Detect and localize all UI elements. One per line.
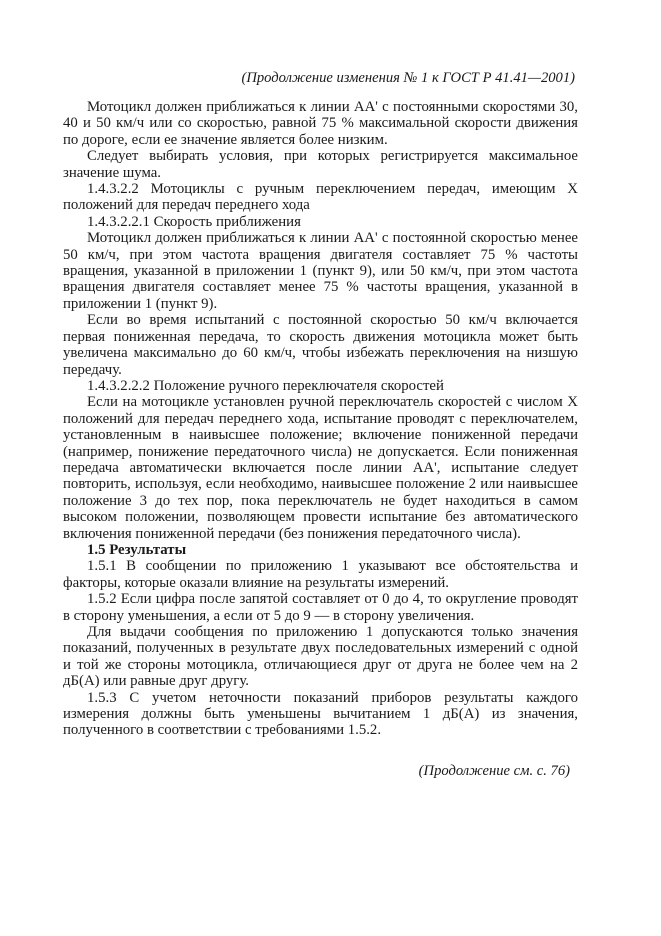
paragraph-downshift-exception: Если во время испытаний с постоянной скоростью 50 км/ч включается первая пониженная передача, то скорость движения мотоцикла может быть увеличена максимально до 60 км/ч, чтобы избежать переключения на низшую передачу. (63, 312, 578, 378)
footer-continuation-note: (Продолжение см. с. 76) (418, 763, 570, 779)
paragraph-gear-selector-position: Если на мотоцикле установлен ручной переключатель скоростей с числом X положений для передач переднего хода, испытание проводят с переключателем, установленным в наивысшее положение; включение пониженной передачи (например, понижение передаточного числа) не допускается. Если пониженная передача автоматически включается после линии АА', испытание следует повторить, используя, если необходимо, наивысшее положение 2 или наивысшее положение 3 до тех пор, пока переключатель не будет находиться в самом высоком положении, позволяющем провести испытание без автоматического включения пониженной передачи (без понижения передаточного числа). (63, 394, 578, 542)
paragraph-approach-speed-details: Мотоцикл должен приближаться к линии АА' с постоянной скоростью менее 50 км/ч, при этом частота вращения двигателя составляет 75 % частоты вращения, указанной в приложении 1 (пункт 9), или 50 км/ч, при этом частота вращения двигателя составляет менее 75 % частоты вращения, указанной в приложении 1 (пункт 9). (63, 230, 578, 312)
document-body (63, 99, 578, 739)
clause-1-4-3-2-2-2: 1.4.3.2.2.2 Положение ручного переключателя скоростей (87, 377, 444, 394)
paragraph-1-5-3: 1.5.3 С учетом неточности показаний приборов результаты каждого измерения должны быть уменьшены вычитанием 1 дБ(А) из значения, полученного в соответствии с требованиями 1.5.2. (63, 689, 578, 739)
paragraph-1-5-2-continuation: Для выдачи сообщения по приложению 1 допускаются только значения показаний, полученных в результате двух последовательных измерений с одной и той же стороны мотоцикла, отличающиеся друг от друга не более чем на 2 дБ(А) или равные друг другу. (63, 624, 578, 690)
clause-1-4-3-2-2-1: 1.4.3.2.2.1 Скорость приближения (87, 213, 301, 230)
paragraph-max-noise-condition: Следует выбирать условия, при которых регистрируется максимальное значение шума. (63, 148, 578, 181)
clause-1-4-3-2-2: 1.4.3.2.2 Мотоциклы с ручным переключением передач, имеющим X положений для передач переднего хода (63, 181, 578, 214)
header-continuation-note: (Продолжение изменения № 1 к ГОСТ Р 41.41—2001) (241, 70, 575, 86)
paragraph-1-5-1: 1.5.1 В сообщении по приложению 1 указывают все обстоятельства и факторы, которые оказали влияние на результаты измерений. (63, 558, 578, 591)
paragraph-approach-speeds: Мотоцикл должен приближаться к линии АА' с постоянными скоростями 30, 40 и 50 км/ч или со скоростью, равной 75 % максимальной скорости движения по дороге, если ее значение является более низким. (63, 99, 578, 148)
clause-1-5-results-heading: 1.5 Результаты (87, 541, 187, 558)
paragraph-1-5-2: 1.5.2 Если цифра после запятой составляет от 0 до 4, то округление проводят в сторону уменьшения, а если от 5 до 9 — в сторону увеличения. (63, 591, 578, 624)
